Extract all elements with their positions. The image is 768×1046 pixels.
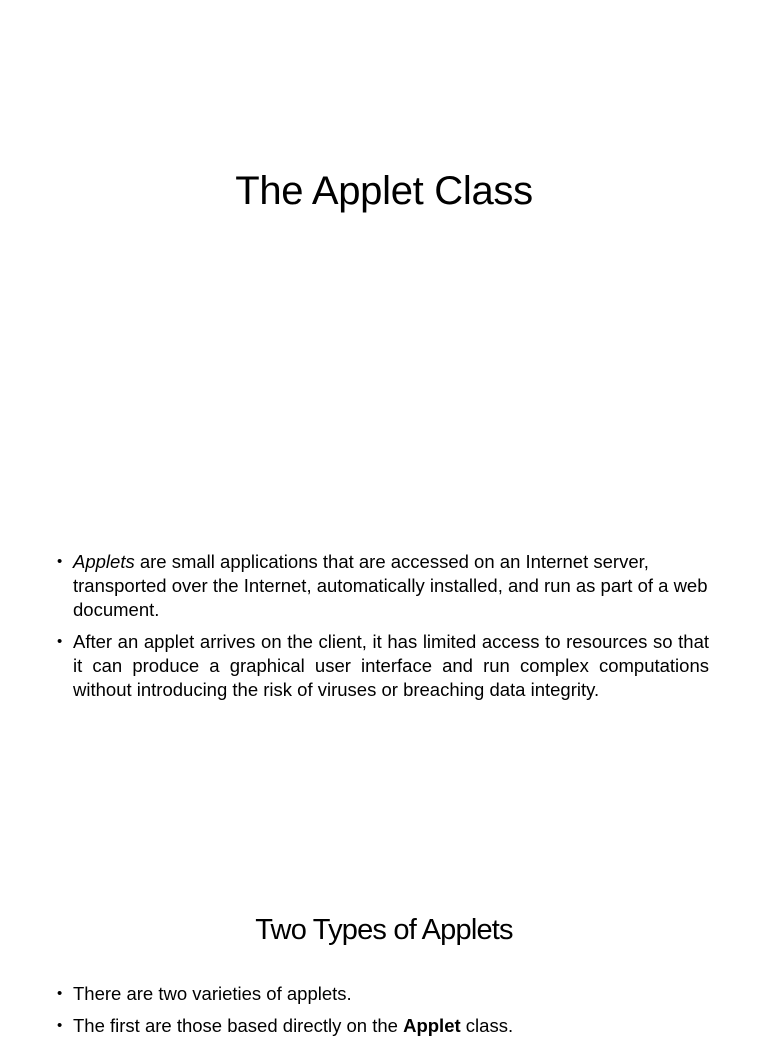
emphasized-term: Applets xyxy=(73,551,135,572)
bullet-item xyxy=(56,982,709,1006)
bullet-item xyxy=(56,550,709,622)
bullet-text: class. xyxy=(460,1015,514,1036)
slide-title: The Applet Class xyxy=(235,169,533,213)
bullet-dot-icon: • xyxy=(57,985,63,1002)
bullet-list xyxy=(56,982,709,1046)
class-name: Applet xyxy=(403,1015,461,1036)
bullet-text: After an applet arrives on the client, it has limited access to resources so that it can produce a graphical user interface and run complex computations without introducing the risk of viruses or breaching data integrity. xyxy=(73,631,709,700)
slide-title: Two Types of Applets xyxy=(255,914,513,946)
bullet-dot-icon: • xyxy=(57,633,63,650)
bullet-item xyxy=(56,1014,709,1038)
bullet-list xyxy=(56,550,709,710)
bullet-dot-icon: • xyxy=(57,1017,63,1034)
bullet-dot-icon: • xyxy=(57,553,63,570)
bullet-item xyxy=(56,630,709,702)
bullet-text: are small applications that are accessed on an Internet server, transported over the Internet, automatically installed, and run as part of a web document. xyxy=(73,551,708,620)
bullet-text: There are two varieties of applets. xyxy=(73,983,352,1004)
bullet-text: The first are those based directly on the xyxy=(73,1015,404,1036)
